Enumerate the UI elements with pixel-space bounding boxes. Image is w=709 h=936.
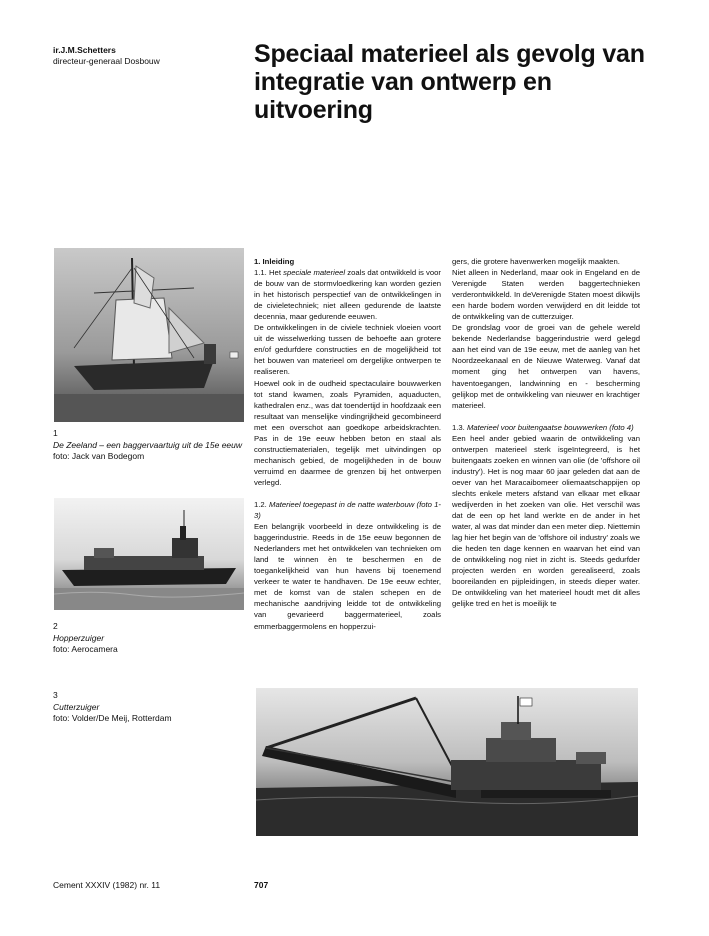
paragraph — [254, 378, 441, 488]
journal-reference: Cement XXXIV (1982) nr. 11 — [53, 880, 161, 890]
author-name: ir.J.M.Schetters — [53, 45, 116, 55]
paragraph — [452, 267, 640, 322]
section-heading: 1. Inleiding — [254, 257, 295, 266]
article-title: Speciaal materieel als gevolg van integratie van ontwerp en uitvoering — [254, 40, 645, 124]
text-run: 1.2. — [254, 499, 270, 509]
paragraph — [452, 422, 640, 433]
text-run: De grondslag voor de groei van de gehele wereld bekende Nederlandse baggerindustrie werd gelegd aan het eind van de 19e eeuw, met de aanleg van het Noordzeekanaal en de Nieuwe Waterweg. Vanaf dat moment ging het ontwerpen van havens, haventoegangen, landwinning en - bescherming gelijkop met de ontwikkeling van nieuwer en krachtiger materieel. — [452, 323, 640, 410]
caption-3-number: 3 — [53, 690, 58, 700]
paragraph — [452, 322, 640, 410]
caption-2-text: Hopperzuiger — [53, 632, 105, 643]
text-run: gers, die grotere havenwerken mogelijk maakten. — [452, 257, 620, 266]
paragraph — [254, 267, 441, 322]
paragraph-gap — [254, 488, 441, 499]
author-role: directeur-generaal Dosbouw — [53, 56, 160, 66]
caption-1-number: 1 — [53, 428, 58, 438]
emphasis: Materieel toegepast in de natte waterbouw (foto 1-3) — [254, 499, 441, 521]
author-block — [53, 45, 160, 67]
paragraph — [452, 433, 640, 610]
paragraph-gap — [452, 411, 640, 422]
caption-2-number: 2 — [53, 621, 58, 631]
paragraph — [452, 256, 640, 267]
text-run: Een belangrijk voorbeeld in deze ontwikkeling is de baggerindustrie. Reeds in de 15e eeuw begonnen de Nederlanders met het ontwikkelen van technieken om land te winnen èn te beschermen en de toegankelijkheid van hun havens bij toenemend verkeer te water te handhaven. De 19e eeuw echter, met de komst van de stalen schepen en de mechanische aandrijving leidde tot de ontwikkeling van gevarieerd baggermaterieel, zoals emmerbaggermolens en hopperzui- — [254, 522, 441, 631]
text-run: Een heel ander gebied waarin de ontwikkeling van ontwerpen materieel sterk isgeïntegreerd, is het buitengaats zoeken en winnen van olie (de 'offshore oil industry'). Het is nog maar 60 jaar geleden dat aan de oever van het Maracaibomeer oliemaatschappijen op slechts enkele meters afstand van elkaar met elkaar wedijverden in het zoeken van olie. Het verschil was dat de een op het land werkte en de ander in het water, al was dat minder dan een meter diep. Niettemin lag hier het begin van de 'offshore oil industry' zoals we die heden ten dage kennen en waarvan het eind van de ontwikkeling nog niet in zicht is. Steeds gedurfder projecten werden en worden gerealiseerd, zoals booreilanden en pijpleidingen, in steeds dieper water. De ontwikkeling van het materieel houdt met dit alles gelijke tred en het is moeilijk te — [452, 433, 641, 609]
caption-3 — [53, 690, 249, 725]
text-run: zoals dat ontwikkeld is voor de bouw van de stormvloedkering kan worden gezien in het historisch perspectief van de ontwikkelingen in de civieletechniek; niet alleen gedurende de laatste decennia, maar gedurende eeuwen. — [254, 268, 441, 322]
caption-2 — [53, 621, 249, 656]
page-number: 707 — [254, 880, 269, 890]
text-run: 1.1. Het — [254, 268, 284, 278]
text-run: 1.3. — [452, 422, 467, 432]
text-run: De ontwikkelingen in de civiele techniek vloeien voort uit de wisselwerking tussen de behoefte aan grotere en/of gedurfdere constructies en de mogelijkheid tot het bouwen van materieel om dergelijke ontwerpen te realiseren. — [254, 323, 441, 377]
text-run: Hoewel ook in de oudheid spectaculaire bouwwerken tot stand kwamen, zoals Pyramiden, aquaducten, kathedralen enz., was dat toendertijd in hoofdzaak een resultaat van menselijke vindingrijkheid gecombineerd met een overschot aan goedkope arbeidskrachten. Pas in de 19e eeuw hebben beton en staal als constructiematerialen, tegelijk met uitvindingen op mechanisch gebied, de mogelijkheden in de bouw verruimd en daarmee de grenzen bij het ontwerpen verlegd. — [254, 378, 441, 487]
emphasis: Materieel voor buitengaatse bouwwerken (foto 4) — [466, 422, 634, 432]
caption-1-credit: foto: Jack van Bodegom — [53, 451, 145, 461]
paragraph — [254, 521, 441, 631]
text-run: Niet alleen in Nederland, maar ook in Engeland en de Verenigde Staten werden baggertechnieken verderontwikkeld. In deVerenigde Staten moest dikwijls een harde bodem worden verwijderd en dit leidde tot de ontwikkeling van de cutterzuiger. — [452, 268, 640, 322]
caption-1 — [53, 428, 249, 463]
paragraph — [254, 499, 441, 521]
caption-1-text: De Zeeland – een baggervaartuig uit de 15e eeuw — [53, 439, 243, 450]
caption-2-credit: foto: Aerocamera — [53, 644, 118, 654]
photo-hopperzuiger — [54, 498, 244, 610]
photo-cutterzuiger — [256, 688, 638, 836]
caption-3-credit: foto: Volder/De Meij, Rotterdam — [53, 713, 172, 723]
photo-de-zeeland — [54, 248, 244, 422]
paragraph — [254, 322, 441, 377]
text-column-left — [254, 256, 441, 632]
emphasis: speciale materieel — [283, 268, 346, 278]
caption-3-text: Cutterzuiger — [53, 701, 100, 712]
text-column-right — [452, 256, 640, 609]
